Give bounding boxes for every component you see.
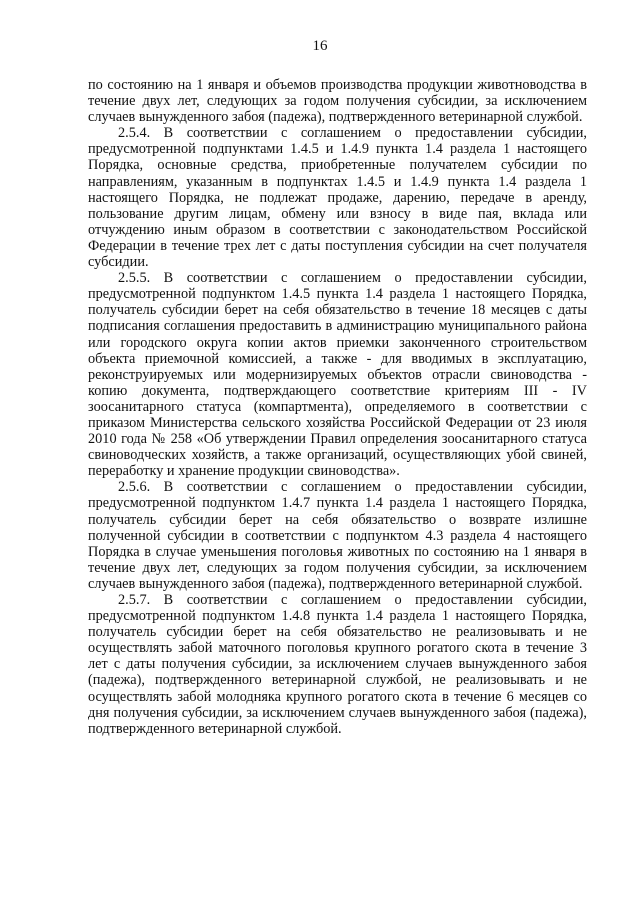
paragraph-2-5-7: 2.5.7. В соответствии с соглашением о предоставлении субсидии, предусмотренной подпунктом 1.4.8 пункта 1.4 раздела 1 настоящего Порядка, получатель субсидии берет на себя обязательство не реализовывать и не осуществлять забой маточного поголовья крупного рогатого скота в течение 3 лет с даты получения субсидии, за исключением случаев вынужденного забоя (падежа), подтвержденного ветеринарной службой, не реализовывать и не осуществлять забой молодняка крупного рогатого скота в течение 6 месяцев со дня получения субсидии, за исключением случаев вынужденного забоя (падежа), подтвержденного ветеринарной службой. — [88, 592, 587, 737]
paragraph-2-5-5: 2.5.5. В соответствии с соглашением о предоставлении субсидии, предусмотренной подпунктом 1.4.5 пункта 1.4 раздела 1 настоящего Порядка, получатель субсидии берет на себя обязательство в течение 18 месяцев с даты подписания соглашения предоставить в администрацию муниципального района или городского округа копии актов приемки законченного строительством объекта приемочной комиссией, а также - для вводимых в эксплуатацию, реконструируемых или модернизируемых объектов отрасли свиноводства - копию документа, подтверждающего соответствие критериям III - IV зоосанитарного статуса (компартмента), определяемого в соответствии с приказом Министерства сельского хозяйства Российской Федерации от 23 июля 2010 года № 258 «Об утверждении Правил определения зоосанитарного статуса свиноводческих хозяйств, а также организаций, осуществляющих убой свиней, переработку и хранение продукции свиноводства». — [88, 270, 587, 480]
page-number: 16 — [312, 38, 328, 54]
paragraph-continued: по состоянию на 1 января и объемов производства продукции животноводства в течение двух лет, следующих за годом получения субсидии, за исключением случаев вынужденного забоя (падежа), подтвержденного ветеринарной службой. — [88, 77, 587, 126]
paragraph-2-5-6: 2.5.6. В соответствии с соглашением о предоставлении субсидии, предусмотренной подпунктом 1.4.7 пункта 1.4 раздела 1 настоящего Порядка, получатель субсидии берет на себя обязательство о возврате излишне полученной субсидии в соответствии с подпунктом 4.3 раздела 4 настоящего Порядка в случае уменьшения поголовья животных по состоянию на 1 января в течение двух лет, следующих за годом получения субсидии, за исключением случаев вынужденного забоя (падежа), подтвержденного ветеринарной службой. — [88, 479, 587, 592]
document-body — [88, 77, 587, 737]
paragraph-2-5-4: 2.5.4. В соответствии с соглашением о предоставлении субсидии, предусмотренной подпунктами 1.4.5 и 1.4.9 пункта 1.4 раздела 1 настоящего Порядка, основные средства, приобретенные получателем субсидии по направлениям, указанным в подпунктах 1.4.5 и 1.4.9 пункта 1.4 раздела 1 настоящего Порядка, не подлежат продаже, дарению, передаче в аренду, пользование другим лицам, обмену или взносу в виде пая, вклада или отчуждению иным образом в соответствии с законодательством Российской Федерации в течение трех лет с даты поступления субсидии на счет получателя субсидии. — [88, 125, 587, 271]
